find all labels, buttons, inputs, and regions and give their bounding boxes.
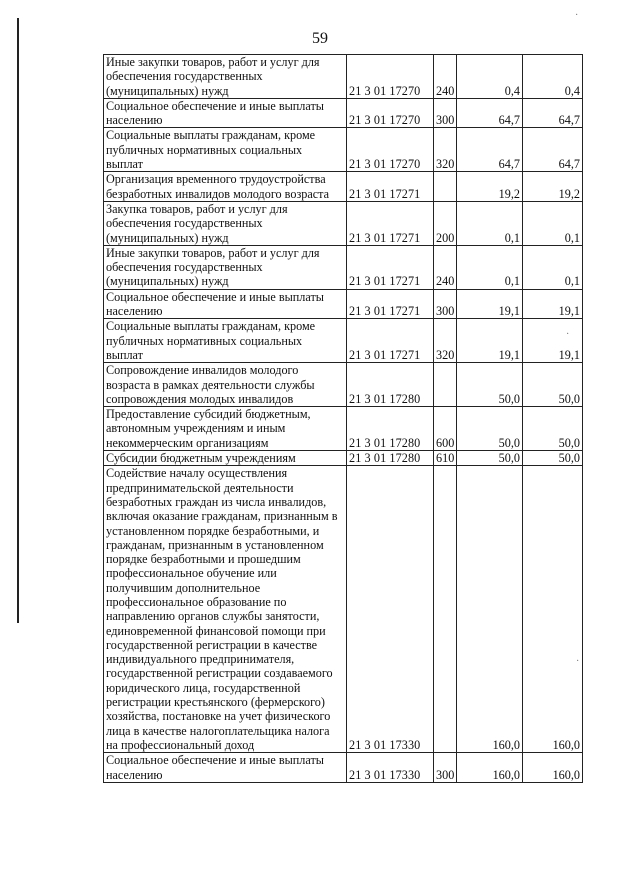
page-number: 59 <box>312 30 328 47</box>
row-target-article-cell: 21 3 01 17330 <box>347 466 434 753</box>
row-amount-2-cell: 50,0 <box>523 451 583 466</box>
row-amount-1-cell: 19,1 <box>457 319 523 363</box>
table-row <box>104 245 583 289</box>
row-expense-type-cell: 320 <box>434 128 457 172</box>
row-name-cell: Закупка товаров, работ и услуг для обеспечения государственных (муниципальных) нужд <box>104 201 347 245</box>
row-amount-2-cell: 0,1 <box>523 201 583 245</box>
row-amount-2-cell: 19,2 <box>523 172 583 202</box>
row-target-article-cell: 21 3 01 17280 <box>347 363 434 407</box>
row-expense-type-cell <box>434 363 457 407</box>
table-row <box>104 98 583 128</box>
table-row <box>104 451 583 466</box>
row-amount-2-cell: 50,0 <box>523 407 583 451</box>
row-name-cell: Сопровождение инвалидов молодого возраста в рамках деятельности службы сопровождения молодых инвалидов <box>104 363 347 407</box>
row-target-article-cell: 21 3 01 17271 <box>347 289 434 319</box>
row-target-article-cell: 21 3 01 17270 <box>347 55 434 99</box>
row-target-article-cell: 21 3 01 17271 <box>347 201 434 245</box>
row-amount-2-cell: 0,4 <box>523 55 583 99</box>
table-row <box>104 201 583 245</box>
row-amount-2-cell: 160,0 <box>523 466 583 753</box>
row-amount-1-cell: 0,1 <box>457 245 523 289</box>
row-target-article-cell: 21 3 01 17280 <box>347 451 434 466</box>
row-name-cell: Социальное обеспечение и иные выплаты населению <box>104 98 347 128</box>
row-name-cell: Иные закупки товаров, работ и услуг для обеспечения государственных (муниципальных) нужд <box>104 55 347 99</box>
row-amount-2-cell: 64,7 <box>523 128 583 172</box>
scan-speck: · <box>566 329 570 340</box>
row-expense-type-cell: 200 <box>434 201 457 245</box>
row-expense-type-cell: 300 <box>434 98 457 128</box>
row-amount-1-cell: 160,0 <box>457 466 523 753</box>
row-amount-1-cell: 160,0 <box>457 753 523 783</box>
row-name-cell: Субсидии бюджетным учреждениям <box>104 451 347 466</box>
row-amount-2-cell: 50,0 <box>523 363 583 407</box>
row-amount-2-cell: 64,7 <box>523 98 583 128</box>
row-target-article-cell: 21 3 01 17271 <box>347 172 434 202</box>
row-target-article-cell: 21 3 01 17270 <box>347 128 434 172</box>
budget-table <box>103 54 583 783</box>
row-expense-type-cell: 240 <box>434 245 457 289</box>
row-expense-type-cell: 240 <box>434 55 457 99</box>
scan-speck: · <box>575 10 579 21</box>
row-name-cell: Социальные выплаты гражданам, кроме публичных нормативных социальных выплат <box>104 128 347 172</box>
row-target-article-cell: 21 3 01 17270 <box>347 98 434 128</box>
table-row <box>104 363 583 407</box>
scan-speck: · <box>576 656 580 667</box>
row-target-article-cell: 21 3 01 17271 <box>347 319 434 363</box>
row-amount-1-cell: 0,1 <box>457 201 523 245</box>
row-amount-1-cell: 19,2 <box>457 172 523 202</box>
row-amount-2-cell: 0,1 <box>523 245 583 289</box>
row-expense-type-cell: 300 <box>434 289 457 319</box>
row-expense-type-cell: 610 <box>434 451 457 466</box>
row-amount-1-cell: 50,0 <box>457 363 523 407</box>
row-expense-type-cell <box>434 172 457 202</box>
row-amount-1-cell: 64,7 <box>457 128 523 172</box>
row-name-cell: Социальное обеспечение и иные выплаты населению <box>104 289 347 319</box>
row-target-article-cell: 21 3 01 17280 <box>347 407 434 451</box>
row-amount-1-cell: 50,0 <box>457 407 523 451</box>
row-name-cell: Социальное обеспечение и иные выплаты населению <box>104 753 347 783</box>
table-row <box>104 128 583 172</box>
row-expense-type-cell <box>434 466 457 753</box>
row-name-cell: Содействие началу осуществления предпринимательской деятельности безработных граждан из числа инвалидов, включая оказание гражданам, признанным в установленном порядке безработными, и гражданам, признанным в установленном порядке безработными и прошедшим профессиональное обучение или получившим дополнительное профессиональное образование по направлению органов службы занятости, единовременной финансовой помощи при государственной регистрации в качестве индивидуального предпринимателя, государственной регистрации создаваемого юридического лица, государственной регистрации крестьянского (фермерского) хозяйства, постановке на учет физического лица в качестве налогоплательщика налога на профессиональный доход <box>104 466 347 753</box>
row-name-cell: Организация временного трудоустройства безработных инвалидов молодого возраста <box>104 172 347 202</box>
row-name-cell: Иные закупки товаров, работ и услуг для обеспечения государственных (муниципальных) нужд <box>104 245 347 289</box>
row-amount-2-cell: 19,1 <box>523 289 583 319</box>
left-margin-rule <box>17 18 19 623</box>
row-target-article-cell: 21 3 01 17330 <box>347 753 434 783</box>
table-row <box>104 172 583 202</box>
row-amount-2-cell: 19,1 <box>523 319 583 363</box>
table-row <box>104 319 583 363</box>
row-name-cell: Предоставление субсидий бюджетным, автономным учреждениям и иным некоммерческим организациям <box>104 407 347 451</box>
row-expense-type-cell: 600 <box>434 407 457 451</box>
budget-table-body <box>104 55 583 783</box>
row-amount-1-cell: 0,4 <box>457 55 523 99</box>
row-amount-1-cell: 50,0 <box>457 451 523 466</box>
row-expense-type-cell: 320 <box>434 319 457 363</box>
row-name-cell: Социальные выплаты гражданам, кроме публичных нормативных социальных выплат <box>104 319 347 363</box>
row-amount-2-cell: 160,0 <box>523 753 583 783</box>
table-row <box>104 466 583 753</box>
table-row <box>104 407 583 451</box>
row-expense-type-cell: 300 <box>434 753 457 783</box>
table-row <box>104 55 583 99</box>
table-row <box>104 753 583 783</box>
table-row <box>104 289 583 319</box>
row-target-article-cell: 21 3 01 17271 <box>347 245 434 289</box>
row-amount-1-cell: 64,7 <box>457 98 523 128</box>
row-amount-1-cell: 19,1 <box>457 289 523 319</box>
